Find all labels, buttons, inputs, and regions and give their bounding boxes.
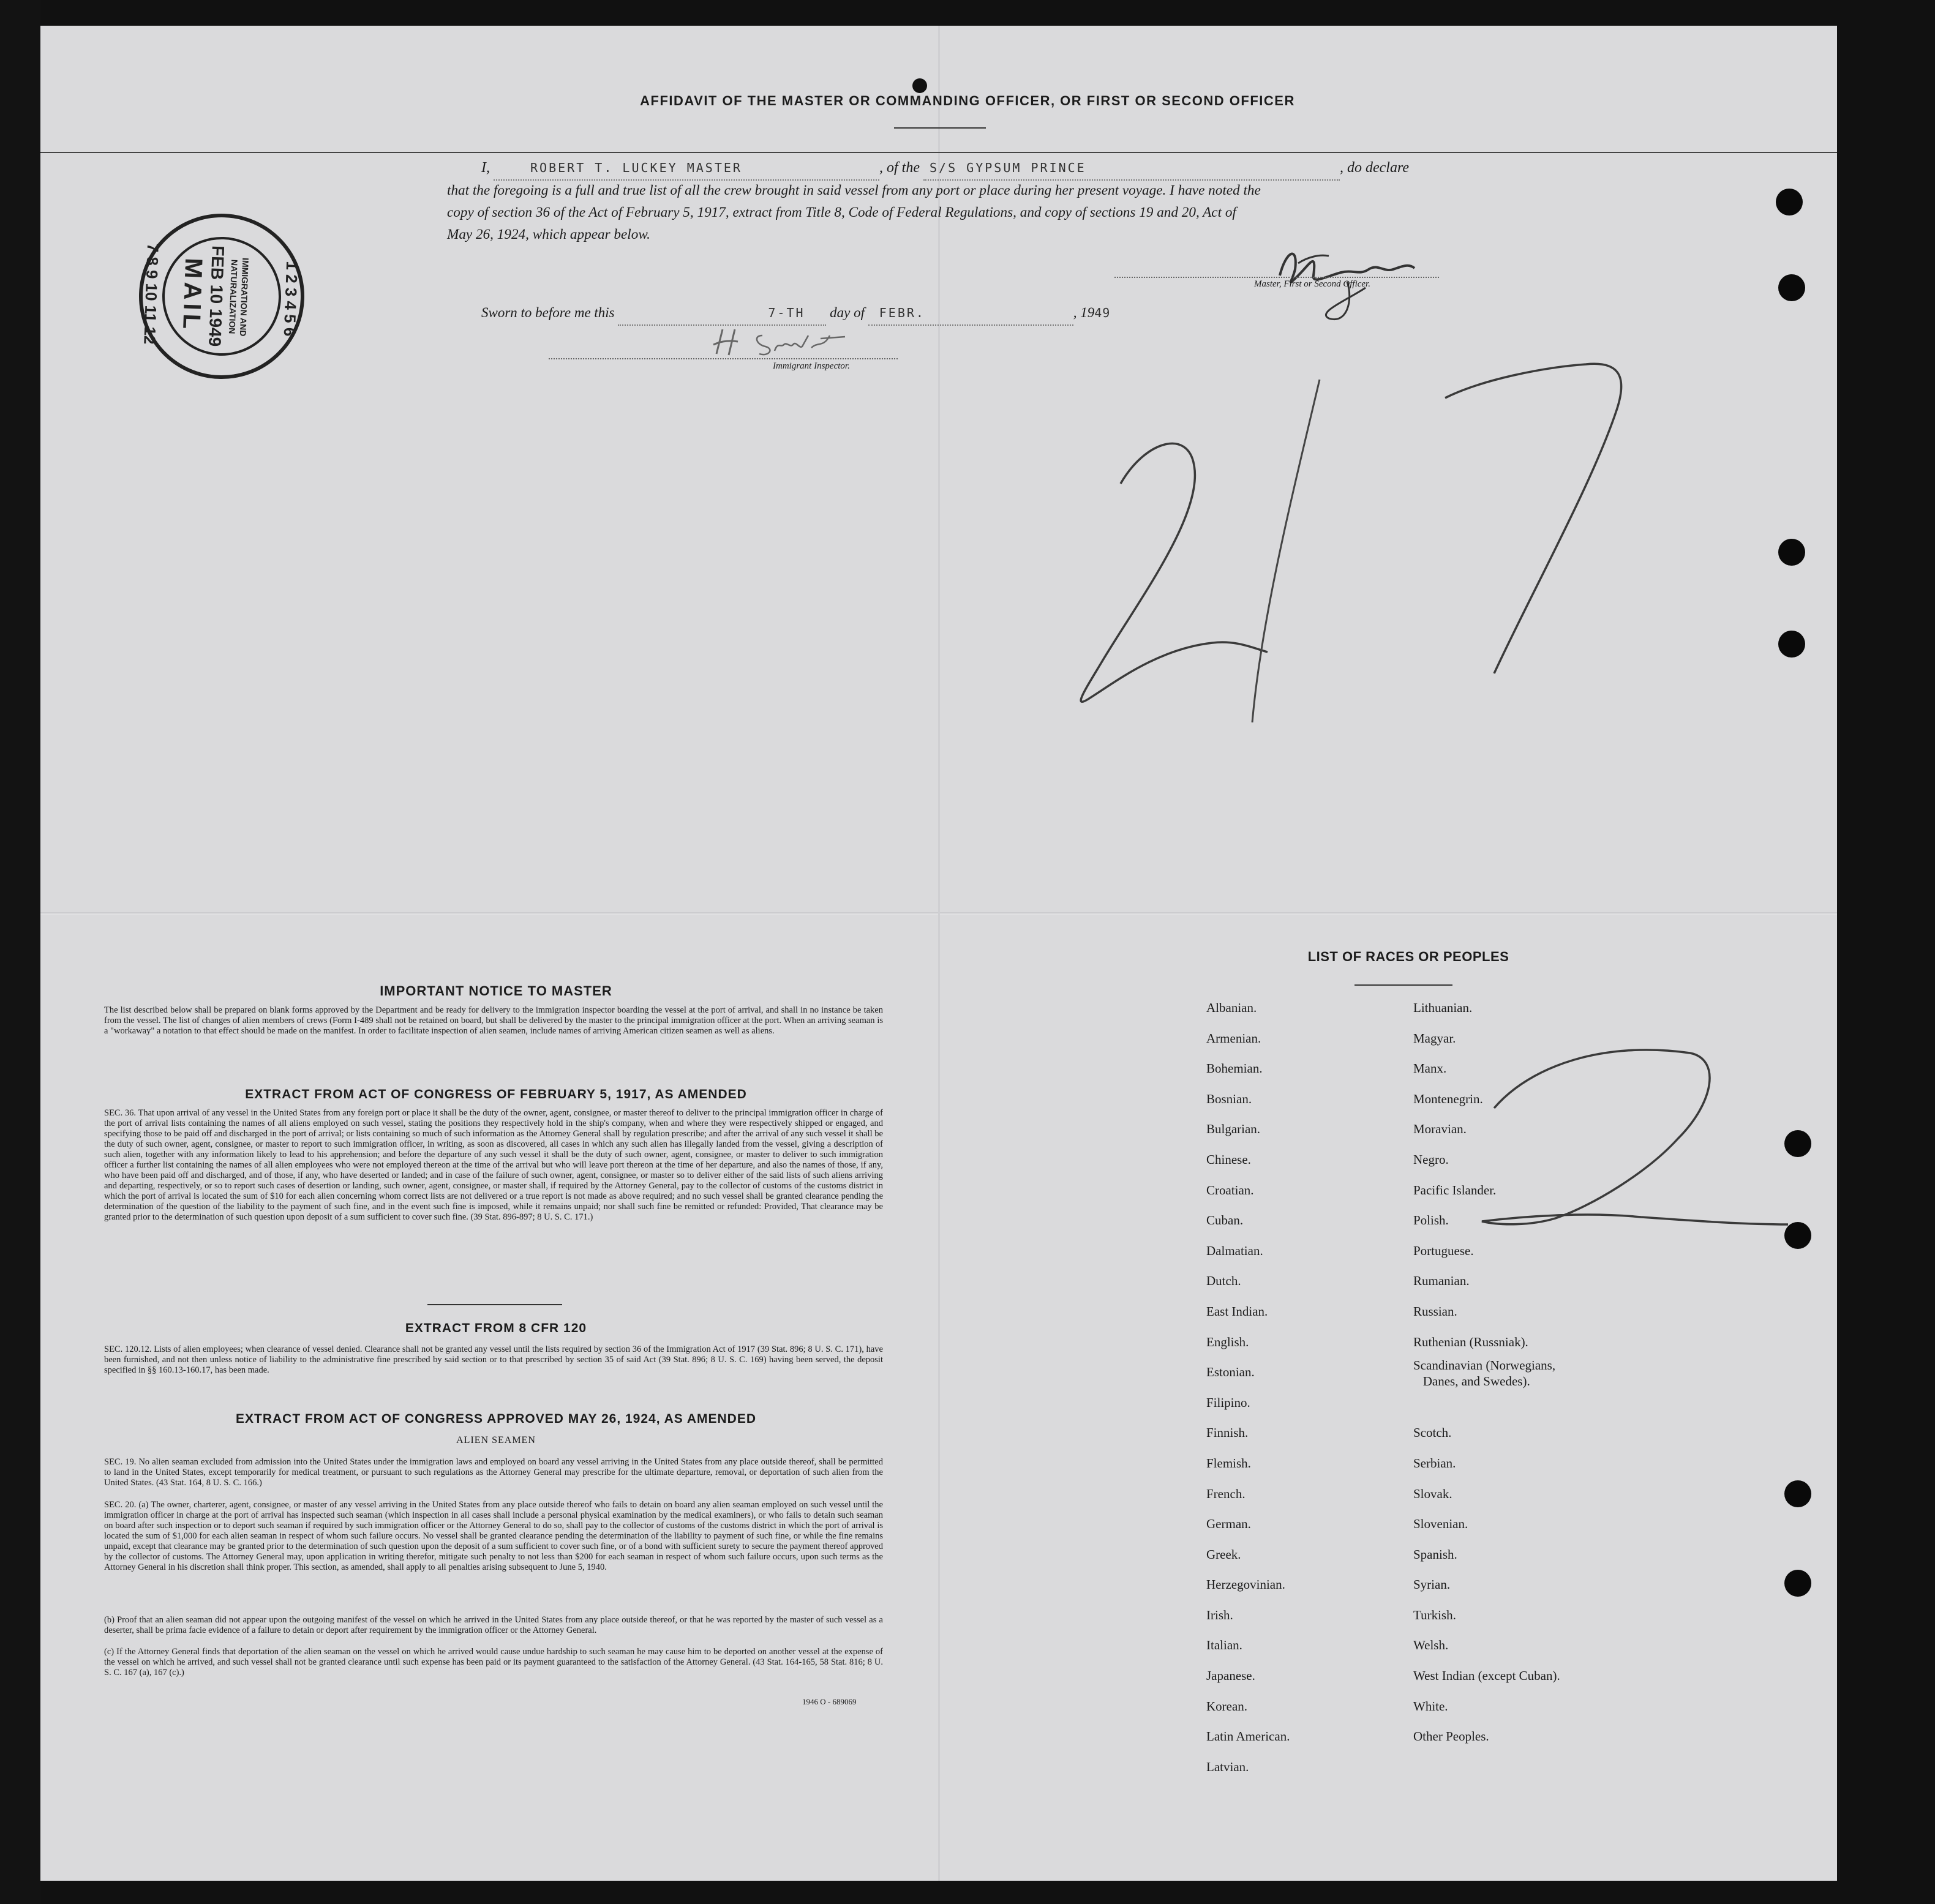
master-name-field bbox=[494, 157, 879, 181]
punch-hole bbox=[1776, 189, 1803, 216]
extract-1924-subtitle: ALIEN SEAMEN bbox=[456, 1435, 536, 1445]
master-name-value: ROBERT T. LUCKEY MASTER bbox=[530, 160, 742, 175]
month-value: FEBR. bbox=[879, 305, 925, 320]
race-item: Magyar. bbox=[1413, 1030, 1456, 1046]
extract-1924-sec20a: SEC. 20. (a) The owner, charterer, agent, consignee, or master of any vessel arriving in the United States from any place outside thereof who fails to detain on board any alien seaman employed on such vessel until the immigration officer in charge at the port of arrival has inspected such seaman (which inspection in all cases shall include a personal physical examination by the medical examiners), or who fails to detain such seaman on board after such inspection or to deport such seaman if required by such immigration officer or the Attorney General to do so, shall pay to the collector of customs of the customs district in which the port of arrival is located the sum of $1,000 for each alien seaman in respect of whom such failure occurs. No vessel shall be granted clearance pending the determination of the liability to payment of such fine, or while the fine remains unpaid, except that clearance may be granted prior to the determination of such question upon the deposit of a sum sufficient to cover such fine, or of a bond with sufficient surety to secure the payment thereof approved by the collector of customs. The Attorney General may, upon application in writing therefor, mitigate such penalty to not less than $200 for each seaman in respect of whom such failure occurs, upon such terms as the Attorney General in his discretion shall think proper. This section, as amended, shall apply to all penalties arising subsequent to June 5, 1940. bbox=[104, 1500, 883, 1572]
race-item: Armenian. bbox=[1206, 1030, 1261, 1046]
race-item: Dutch. bbox=[1206, 1273, 1241, 1289]
officer-signature-label: Master, First or Second Officer. bbox=[1254, 279, 1370, 289]
punch-hole bbox=[1784, 1480, 1811, 1507]
races-title-underline bbox=[1354, 984, 1452, 986]
sworn-line bbox=[481, 301, 1216, 326]
race-item: Turkish. bbox=[1413, 1607, 1456, 1622]
race-item bbox=[1413, 1388, 1560, 1419]
stamp-date: FEB 10 1949 bbox=[205, 245, 228, 347]
race-item: Herzegovinian. bbox=[1206, 1577, 1285, 1592]
race-item: Latvian. bbox=[1206, 1759, 1249, 1774]
race-item: Scandinavian (Norwegians, Danes, and Swedes). bbox=[1413, 1358, 1556, 1389]
extract-1924-sec20c: (c) If the Attorney General finds that deportation of the alien seaman on the vessel on which he arrived would cause undue hardship to such seaman he may cause him to be deported on another vessel at the expense of the vessel on which he arrived, and such vessel shall not be granted clearance until such expense has been paid or its payment guaranteed to the satisfaction of the Attorney General. (43 Stat. 164-165, 58 Stat. 816; 8 U. S. C. 167 (a), 167 (c).) bbox=[104, 1647, 883, 1677]
race-item: German. bbox=[1206, 1516, 1251, 1532]
race-item: Bohemian. bbox=[1206, 1061, 1263, 1076]
divider-1 bbox=[427, 1304, 562, 1305]
race-item: Rumanian. bbox=[1413, 1273, 1470, 1289]
punch-hole bbox=[1784, 1130, 1811, 1157]
race-item: Greek. bbox=[1206, 1546, 1241, 1562]
race-item: Dalmatian. bbox=[1206, 1243, 1263, 1258]
extract-1917-body: SEC. 36. That upon arrival of any vessel in the United States from any foreign port or place it shall be the duty of the owner, agent, consignee, or master thereof to deliver to the principal immigration officer in charge of the port of arrival lists containing the names of all aliens employed on such vessel, stating the positions they respectively hold in the ship's company, when and where they were respectively shipped or engaged, and specifying those to be paid off and discharged in the port of arrival; or lists containing so much of such information as the Attorney General shall by regulation prescribe; and after the arrival of any such vessel it shall be the duty of such owner, agent, consignee, or master to report to such immigration officer, in writing, as soon as discovered, all cases in which any such alien has illegally landed from the vessel, giving a description of such alien, together with any information likely to lead to his apprehension; and before the departure of any such vessel it shall be the duty of such owner, agent, consignee, or master to deliver to such immigration officer a further list containing the names of all alien employees who were not employed thereon at the time of the arrival but who will leave port thereon at the time of her departure, and also the names of those, if any, who have been paid off and discharged, and of those, if any, who have deserted or landed; and in case of the failure of such owner, agent, consignee, or master so to deliver either of the said lists of such aliens arriving and departing, respectively, or so to report such cases of desertion or landing, such owner, agent, consignee, or master shall, if required by the Attorney General, pay to the collector of customs of the customs district in which the port of arrival is located the sum of $10 for each alien concerning whom correct lists are not delivered or a true report is not made as above required; and no such vessel shall be granted clearance pending the determination of the question of the liability to the payment of such fine, and in the event such fine is imposed, while it remains unpaid; nor shall such fine be remitted or refunded: Provided, That clearance may be granted prior to the determination of such question upon deposit of a sum sufficient to cover such fine. (39 Stat. 896-897; 8 U. S. C. 171.) bbox=[104, 1108, 883, 1222]
race-item: Slovenian. bbox=[1413, 1516, 1468, 1532]
do-declare-text: , do declare bbox=[1340, 160, 1410, 176]
race-item: Montenegrin. bbox=[1413, 1091, 1483, 1106]
declaration-prefix: I, bbox=[481, 160, 490, 176]
year-prefix: , 19 bbox=[1073, 305, 1095, 320]
punch-hole bbox=[1784, 1222, 1811, 1249]
svg-text:7 8 9 10 11 12: 7 8 9 10 11 12 bbox=[140, 243, 162, 345]
race-item: White. bbox=[1413, 1698, 1448, 1714]
punch-hole bbox=[1778, 539, 1805, 566]
race-item: Scotch. bbox=[1413, 1425, 1452, 1441]
race-item: Latin American. bbox=[1206, 1729, 1290, 1744]
races-column-1 bbox=[1206, 993, 1290, 1782]
of-the-text: , of the bbox=[879, 160, 920, 176]
declaration-line-2: that the foregoing is a full and true list of all the crew brought in said vessel from any port or place during her present voyage. I have noted the bbox=[447, 182, 1261, 198]
race-item: Finnish. bbox=[1206, 1425, 1249, 1441]
punch-hole bbox=[1778, 274, 1805, 301]
race-item: Moravian. bbox=[1413, 1122, 1467, 1137]
day-field bbox=[618, 301, 826, 326]
race-item: Syrian. bbox=[1413, 1577, 1451, 1592]
extract-1924-title: EXTRACT FROM ACT OF CONGRESS APPROVED MAY 26, 1924, AS AMENDED bbox=[235, 1412, 757, 1426]
extract-cfr-title: EXTRACT FROM 8 CFR 120 bbox=[405, 1321, 587, 1335]
extract-cfr-body: SEC. 120.12. Lists of alien employees; when clearance of vessel denied. Clearance shall not be granted any vessel until the lists required by section 36 of the Immigration Act of 1917 (39 Stat. 896; 8 U. S. C. 171), have been furnished, and not then unless notice of liability to the administrative fine prescribed by said section or to that prescribed by section 35 of said Act (39 Stat. 896; 8 U. S. C. 169) having been served, the deposit specified in §§ 160.13-160.17, has been made. bbox=[104, 1344, 883, 1375]
race-item: Bulgarian. bbox=[1206, 1122, 1261, 1137]
year-value: 49 bbox=[1094, 305, 1111, 320]
declaration-line-3: copy of section 36 of the Act of February 5, 1917, extract from Title 8, Code of Federal Regulations, and copy of sections 19 and 20, Act of bbox=[447, 204, 1236, 220]
postmark-stamp bbox=[133, 208, 310, 384]
race-item: Japanese. bbox=[1206, 1668, 1255, 1684]
header-rule bbox=[40, 152, 1837, 153]
punch-hole bbox=[1784, 1570, 1811, 1597]
race-item: Cuban. bbox=[1206, 1213, 1244, 1228]
race-item: Filipino. bbox=[1206, 1395, 1250, 1410]
race-item: Polish. bbox=[1413, 1213, 1449, 1228]
race-item: Italian. bbox=[1206, 1638, 1242, 1653]
officer-signature-line bbox=[1114, 277, 1439, 278]
title-underline bbox=[894, 127, 986, 129]
race-item: Flemish. bbox=[1206, 1455, 1251, 1471]
inspector-signature bbox=[704, 323, 876, 360]
punch-mark-icon bbox=[912, 78, 927, 93]
races-column-2 bbox=[1413, 993, 1560, 1752]
race-item: Spanish. bbox=[1413, 1546, 1457, 1562]
race-item: Serbian. bbox=[1413, 1455, 1456, 1471]
day-of-text: day of bbox=[830, 305, 865, 320]
race-item: Slovak. bbox=[1413, 1486, 1452, 1501]
notice-body: The list described below shall be prepared on blank forms approved by the Department and be ready for delivery to the immigration inspector boarding the vessel at the port of arrival, and shall in no instance be taken from the vessel. The list of changes of alien members of crews (Form I-489 shall not be retained on board, but shall be delivered by the master to the principal immigration officer at the port. When an arriving seaman is a "workaway" a notation to that effect should be made on the manifest. In order to facilitate inspection of alien seamen, include names of arriving American citizen seamen as well as aliens. bbox=[104, 1005, 883, 1036]
race-item: English. bbox=[1206, 1334, 1249, 1349]
race-item: West Indian (except Cuban). bbox=[1413, 1668, 1560, 1684]
race-item: Irish. bbox=[1206, 1607, 1233, 1622]
race-item: Manx. bbox=[1413, 1061, 1447, 1076]
inspector-signature-label: Immigrant Inspector. bbox=[773, 361, 850, 371]
race-item: Russian. bbox=[1413, 1303, 1457, 1319]
race-item: Ruthenian (Russniak). bbox=[1413, 1334, 1528, 1349]
print-code: 1946 O - 689069 bbox=[802, 1697, 857, 1706]
race-item: Chinese. bbox=[1206, 1152, 1251, 1167]
notice-title: IMPORTANT NOTICE TO MASTER bbox=[380, 983, 612, 999]
svg-text:1 2 3 4 5 6: 1 2 3 4 5 6 bbox=[280, 261, 302, 337]
declaration-line-1 bbox=[481, 157, 1443, 181]
inspector-signature-line bbox=[549, 358, 898, 359]
race-item: French. bbox=[1206, 1486, 1246, 1501]
race-item: East Indian. bbox=[1206, 1303, 1268, 1319]
declaration-line-4: May 26, 1924, which appear below. bbox=[447, 227, 650, 242]
extract-1924-sec20b: (b) Proof that an alien seaman did not appear upon the outgoing manifest of the vessel on which he arrived in the United States from any place outside thereof, or that he was reported by the master of such vessel as a deserter, shall be prima facie evidence of a failure to detain or deport after requirement by the immigration officer or the Attorney General. bbox=[104, 1615, 883, 1635]
race-item: Welsh. bbox=[1413, 1638, 1449, 1653]
race-item: Portuguese. bbox=[1413, 1243, 1474, 1258]
race-item: Negro. bbox=[1413, 1152, 1449, 1167]
extract-1924-sec19: SEC. 19. No alien seaman excluded from admission into the United States under the immigration laws and employed on board any vessel arriving in the United States from any place outside thereof, shall be permitted to land in the United States, except temporarily for medical treatment, or pursuant to such regulations as the Attorney General may prescribe for the ultimate departure, removal, or deportation of such alien from the United States. (43 Stat. 164, 8 U. S. C. 166.) bbox=[104, 1457, 883, 1488]
vessel-field bbox=[923, 157, 1340, 181]
extract-1917-title: EXTRACT FROM ACT OF CONGRESS OF FEBRUARY 5, 1917, AS AMENDED bbox=[245, 1087, 747, 1101]
races-title: LIST OF RACES OR PEOPLES bbox=[1307, 949, 1509, 964]
punch-hole bbox=[1778, 631, 1805, 658]
month-field bbox=[868, 301, 1073, 326]
stamp-agency-text: IMMIGRATION AND bbox=[238, 257, 251, 337]
svg-text:NATURALIZATION: NATURALIZATION bbox=[227, 259, 240, 334]
day-value: 7-TH bbox=[768, 305, 805, 320]
sworn-text: Sworn to before me this bbox=[481, 305, 615, 320]
handwritten-page-number bbox=[1065, 343, 1678, 784]
race-item: Pacific Islander. bbox=[1413, 1182, 1497, 1197]
vessel-value: S/S GYPSUM PRINCE bbox=[930, 160, 1086, 175]
race-item: Lithuanian. bbox=[1413, 1000, 1473, 1015]
affidavit-title: AFFIDAVIT OF THE MASTER OR COMMANDING OFFICER, OR FIRST OR SECOND OFFICER bbox=[640, 93, 1295, 108]
race-item: Korean. bbox=[1206, 1698, 1248, 1714]
race-item: Croatian. bbox=[1206, 1182, 1254, 1197]
race-item: Estonian. bbox=[1206, 1365, 1255, 1380]
stamp-type: MAIL bbox=[177, 257, 208, 333]
scan-edge bbox=[0, 0, 40, 1904]
race-item: Albanian. bbox=[1206, 1000, 1257, 1015]
race-item: Other Peoples. bbox=[1413, 1729, 1489, 1744]
race-item: Bosnian. bbox=[1206, 1091, 1252, 1106]
